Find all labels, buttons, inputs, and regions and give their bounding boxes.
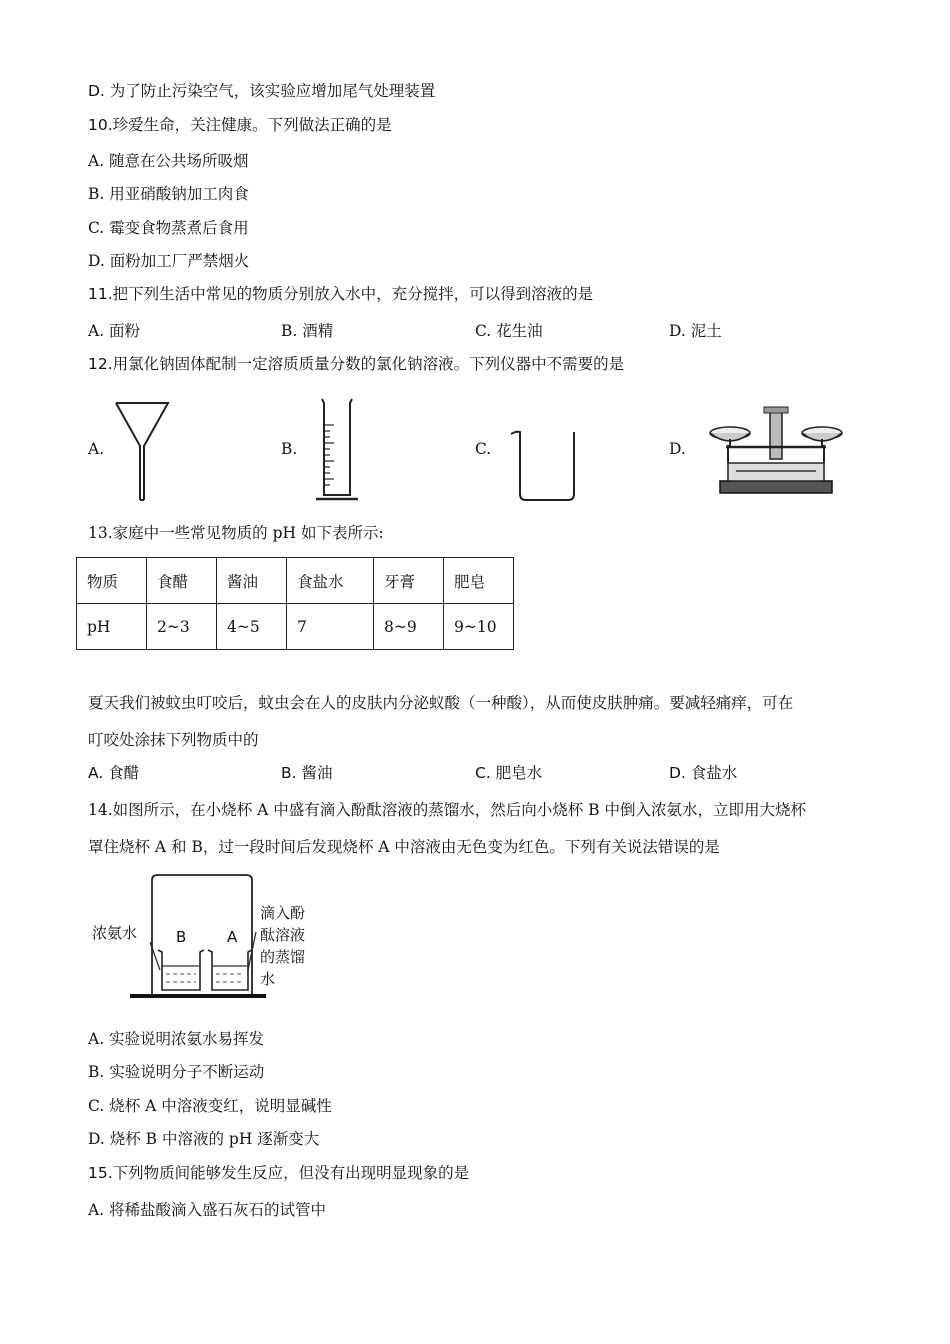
table-cell: 9~10 [444, 604, 514, 650]
q13-paragraph-2: 叮咬处涂抹下列物质中的 [88, 731, 259, 749]
q9-option-d: D. 为了防止污染空气，该实验应增加尾气处理装置 [88, 82, 436, 100]
q12-label-d: D. [669, 440, 686, 458]
table-cell: 7 [287, 604, 374, 650]
q11-option-c: C. 花生油 [475, 322, 543, 340]
label-beaker-a: A [227, 928, 238, 946]
q14-option-c: C. 烧杯 A 中溶液变红，说明显碱性 [88, 1097, 332, 1115]
label-beaker-b: B [176, 928, 187, 946]
ph-table [76, 557, 514, 650]
q11-option-a: A. 面粉 [88, 322, 141, 340]
q14-stem-line-1: 14.如图所示，在小烧杯 A 中盛有滴入酚酞溶液的蒸馏水，然后向小烧杯 B 中倒入浓氨水，立即用大烧杯 [88, 801, 806, 819]
funnel-icon [112, 400, 172, 502]
table-cell: 8~9 [374, 604, 444, 650]
q10-stem: 10.珍爱生命，关注健康。下列做法正确的是 [88, 116, 392, 134]
table-cell: 2~3 [147, 604, 217, 650]
table-row [77, 604, 514, 650]
table-cell: 酱油 [217, 558, 287, 604]
q13-paragraph-1: 夏天我们被蚊虫叮咬后，蚊虫会在人的皮肤内分泌蚁酸（一种酸），从而使皮肤肿痛。要减轻痛痒，可在 [88, 694, 794, 712]
table-cell: 食醋 [147, 558, 217, 604]
balance-icon [706, 405, 846, 497]
table-cell: 肥皂 [444, 558, 514, 604]
table-cell: 4~5 [217, 604, 287, 650]
q11-option-d: D. 泥土 [669, 322, 722, 340]
q13-option-d: D. 食盐水 [669, 764, 738, 782]
label-line: 滴入酚 [260, 904, 306, 922]
table-cell: pH [77, 604, 147, 650]
q10-option-b: B. 用亚硝酸钠加工肉食 [88, 185, 249, 203]
q13-option-c: C. 肥皂水 [475, 764, 543, 782]
table-cell: 食盐水 [287, 558, 374, 604]
beaker-icon [508, 428, 578, 504]
q14-option-b: B. 实验说明分子不断运动 [88, 1063, 265, 1081]
q13-option-b: B. 酱油 [281, 764, 333, 782]
ammonia-diffusion-diagram [128, 870, 268, 1000]
table-cell: 物质 [77, 558, 147, 604]
label-line: 水 [260, 970, 276, 988]
graduated-cylinder-icon [312, 395, 362, 503]
q15-option-a: A. 将稀盐酸滴入盛石灰石的试管中 [88, 1201, 327, 1219]
q11-option-b: B. 酒精 [281, 322, 334, 340]
q10-option-c: C. 霉变食物蒸煮后食用 [88, 219, 249, 237]
q12-label-c: C. [475, 440, 492, 458]
label-line: 酞溶液 [260, 926, 306, 944]
q10-option-a: A. 随意在公共场所吸烟 [88, 152, 249, 170]
table-row [77, 558, 514, 604]
q15-stem: 15.下列物质间能够发生反应，但没有出现明显现象的是 [88, 1164, 470, 1182]
label-line: 的蒸馏 [260, 948, 306, 966]
q14-option-d: D. 烧杯 B 中溶液的 pH 逐渐变大 [88, 1130, 320, 1148]
q14-stem-line-2: 罩住烧杯 A 和 B，过一段时间后发现烧杯 A 中溶液由无色变为红色。下列有关说法错误的是 [88, 838, 720, 856]
table-cell: 牙膏 [374, 558, 444, 604]
q10-option-d: D. 面粉加工厂严禁烟火 [88, 252, 250, 270]
q12-label-a: A. [88, 440, 105, 458]
q14-option-a: A. 实验说明浓氨水易挥发 [88, 1030, 265, 1048]
q13-option-a: A. 食醋 [88, 764, 140, 782]
q12-label-b: B. [281, 440, 298, 458]
q11-stem: 11.把下列生活中常见的物质分别放入水中，充分搅拌，可以得到溶液的是 [88, 285, 594, 303]
q12-stem: 12.用氯化钠固体配制一定溶质质量分数的氯化钠溶液。下列仪器中不需要的是 [88, 355, 625, 373]
label-phenolphthalein-water [260, 902, 305, 990]
q13-stem: 13.家庭中一些常见物质的 pH 如下表所示: [88, 524, 384, 542]
label-concentrated-ammonia: 浓氨水 [92, 924, 138, 942]
